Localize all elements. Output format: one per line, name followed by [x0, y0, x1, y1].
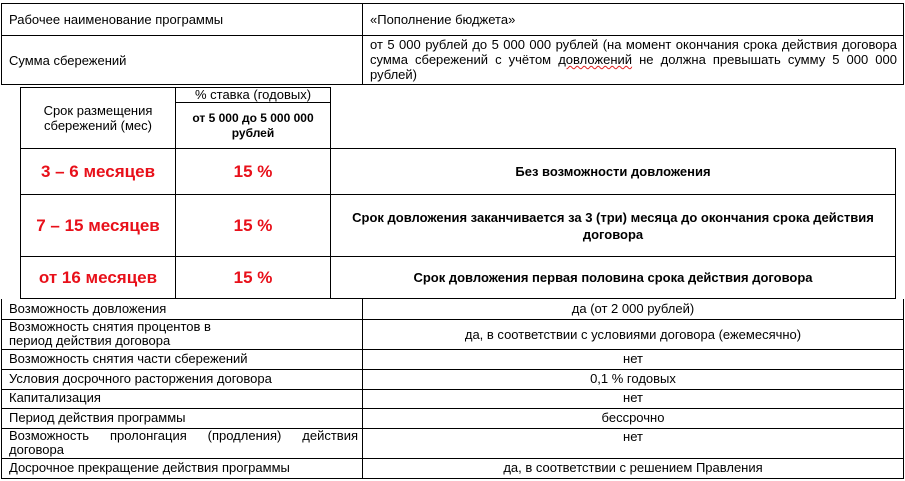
condition-label: Капитализация	[9, 390, 101, 405]
condition-label: Досрочное прекращение действия программы	[9, 460, 290, 475]
term-cell: 7 – 15 месяцев	[36, 216, 160, 235]
savings-sum-text-1: от 5 000 рублей до 5 000 000 рублей (на момент окончания срока действия договора сумма сбережений с учётом	[370, 37, 897, 67]
rate-cell: 15 %	[233, 216, 273, 235]
savings-sum-label: Сумма сбережений	[9, 52, 127, 68]
condition-value: нет	[623, 429, 643, 444]
rate-cell: 15 %	[233, 162, 273, 181]
condition-label: Возможность пролонгация (продления) действия договора	[9, 428, 358, 457]
term-header: Срок размещения сбережений (мес)	[43, 103, 153, 133]
condition-value: да, в соответствии с условиями договора (ежемесячно)	[464, 327, 802, 342]
condition-label: Условия досрочного расторжения договора	[9, 371, 272, 386]
condition-value: 0,1 % годовых	[590, 371, 676, 386]
condition-label: Возможность снятия процентов в период действия договора	[9, 319, 211, 348]
condition-value: нет	[623, 390, 643, 405]
condition-label: Возможность довложения	[9, 301, 167, 316]
condition-value: да, в соответствии с решением Правления	[503, 460, 763, 475]
topup-note-cell: Без возможности довложения	[515, 164, 711, 179]
savings-sum-text-underlined: довложений	[558, 52, 633, 67]
program-name-value: «Пополнение бюджета»	[370, 12, 516, 27]
savings-sum-text-2: не должна превышать сумму 5 000 000 рублей)	[370, 52, 898, 82]
topup-note-cell: Срок довложения первая половина срока действия договора	[413, 270, 813, 285]
condition-value: да (от 2 000 рублей)	[571, 301, 695, 316]
topup-note-cell: Срок довложения заканчивается за 3 (три) месяца до окончания срока действия договора	[352, 209, 874, 242]
program-name-label: Рабочее наименование программы	[9, 12, 224, 27]
term-cell: от 16 месяцев	[38, 268, 158, 287]
condition-value: нет	[623, 351, 643, 366]
condition-value: бессрочно	[601, 410, 665, 425]
condition-label: Возможность снятия части сбережений	[9, 351, 248, 366]
rate-cell: 15 %	[233, 268, 273, 287]
rate-header: % ставка (годовых)	[194, 87, 312, 102]
condition-label: Период действия программы	[9, 410, 186, 425]
savings-sum-value	[370, 37, 897, 84]
term-cell: 3 – 6 месяцев	[40, 162, 156, 181]
amount-range-header: от 5 000 до 5 000 000 рублей	[192, 110, 314, 140]
